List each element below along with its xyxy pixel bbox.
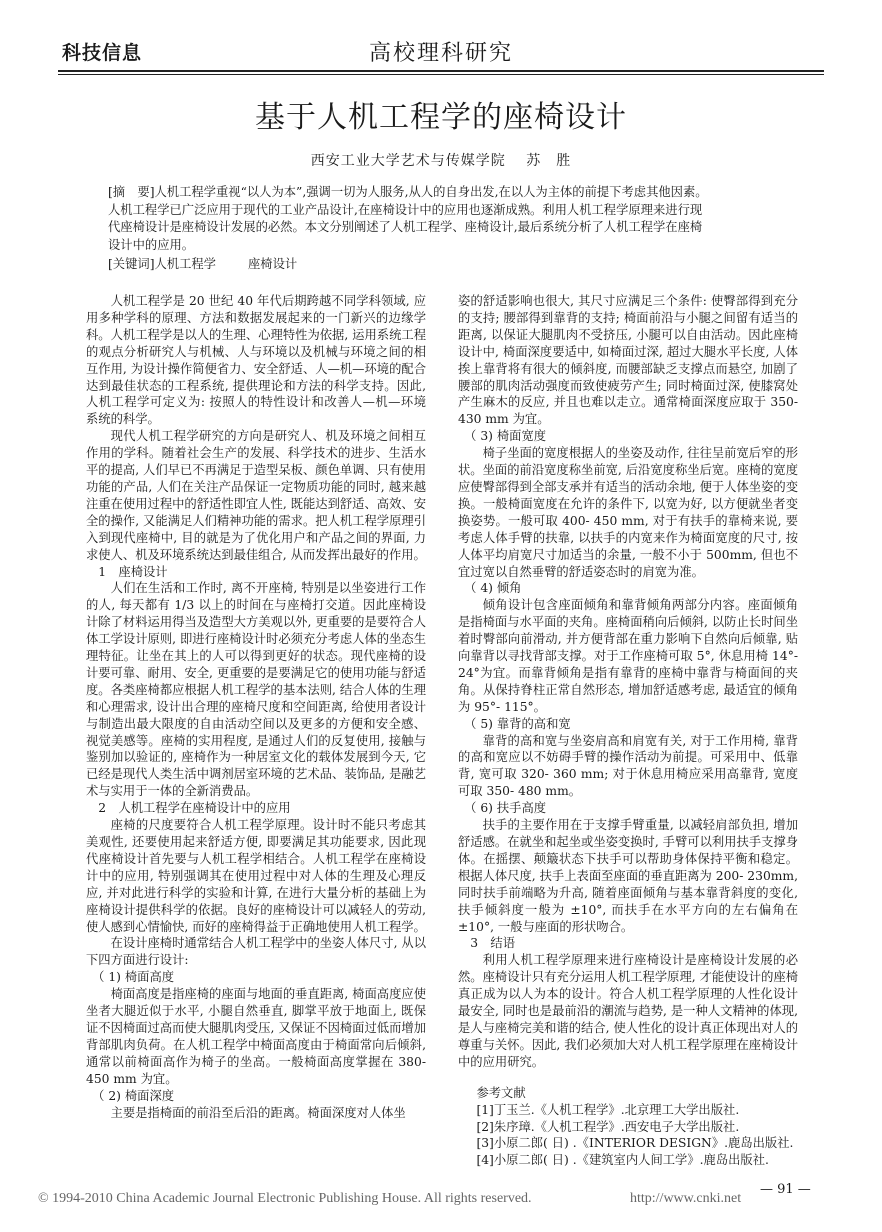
running-header: 高校理科研究 bbox=[368, 41, 513, 66]
journal-section-label: 科技信息 bbox=[62, 42, 143, 64]
author-affiliation: 西安工业大学艺术与传媒学院 苏 胜 bbox=[310, 153, 572, 169]
reference-item: [2]朱序璋.《人机工程学》.西安电子大学出版社. bbox=[476, 1119, 740, 1134]
reference-item: [3]小原二郎( 日) .《INTERIOR DESIGN》.鹿岛出版社. bbox=[476, 1136, 794, 1151]
copyright-footer: © 1994-2010 China Academic Journal Electronic Publishing House. All rights reserved. bbox=[38, 1191, 532, 1206]
header-rule-thin bbox=[58, 74, 824, 75]
body-paragraph: 利用人机工程学原理来进行座椅设计是座椅设计发展的必然。座椅设计只有充分运用人机工程学原理, 才能使设计的座椅真正成为以人为本的设计。符合人机工程学原理的人性化设计最安全, 同时也是最前沿的潮流与趋势, 是一种人文精神的体现, 是人与座椅完美和谐的结合, 使人性化的设计真正体现出对人的尊重与关怀。因此, 我们必须加大对人机工程学原理在座椅设计中的应用研究。 bbox=[458, 953, 798, 1069]
body-paragraph: 椅面高度是指座椅的座面与地面的垂直距离, 椅面高度应使坐者大腿近似于水平, 小腿自然垂直, 脚掌平放于地面上, 既保证不因椅面过高而使大腿肌肉受压, 又保证不因椅面过低而增加背部肌肉负荷。在人机工程学中椅面高度由于椅面常向后倾斜, 通常以前椅面高作为椅子的坐高。一般椅面高度掌握在 380- 450 mm 为宜。 bbox=[86, 987, 426, 1086]
footer-url: http://www.cnki.net bbox=[630, 1191, 742, 1206]
body-paragraph: 在设计座椅时通常结合人机工程学中的坐姿人体尺寸, 从以下四方面进行设计: bbox=[86, 936, 426, 968]
body-paragraph: 座椅的尺度要符合人机工程学原理。设计时不能只考虑其美观性, 还要使用起来舒适方便, 即要满足其功能要求, 因此现代座椅设计首先要与人机工程学相结合。人机工程学在座椅设计中的应用, 特别强调其在使用过程中对人体的生理及心理反应, 并对此进行科学的实验和计算, 在进行大量分析的基础上为座椅设计提供科学的依据。良好的座椅设计可以减轻人的劳动, 使人感到心情愉快, 而好的座椅得益于正确地使用人机工程学。 bbox=[86, 818, 426, 934]
section-heading: 1 座椅设计 bbox=[98, 564, 168, 579]
reference-item: [4]小原二郎( 日) .《建筑室内人间工学》.鹿岛出版社. bbox=[476, 1153, 769, 1168]
body-paragraph: 倾角设计包含座面倾角和靠背倾角两部分内容。座面倾角是指椅面与水平面的夹角。座椅面稍向后倾斜, 以防止长时间坐着时臀部向前滑动, 并方便背部在重力影响下自然向后倾靠, 贴向靠背以寻找背部支撑。对于工作座椅可取 5°, 休息用椅 14°- 24°为宜。而靠背倾角是指有靠背的座椅中靠背与椅面间的夹角。从保持脊柱正常自然形态, 增加舒适感考虑, 最适宜的倾角为 95°- 115°。 bbox=[458, 598, 798, 714]
abstract-line: 代座椅设计是座椅设计发展的必然。本文分别阐述了人机工程学、座椅设计,最后系统分析了人机工程学在座椅 bbox=[108, 220, 703, 234]
page-number: — 91 — bbox=[760, 1182, 811, 1197]
subsection-heading: （ 1) 椅面高度 bbox=[92, 970, 175, 985]
subsection-heading: （ 6) 扶手高度 bbox=[464, 801, 547, 816]
body-left-column bbox=[86, 293, 426, 1121]
subsection-heading: （ 3) 椅面宽度 bbox=[464, 429, 547, 444]
abstract-line: 人机工程学已广泛应用于现代的工业产品设计,在座椅设计中的应用也逐渐成熟。利用人机工程学原理来进行现 bbox=[108, 202, 703, 217]
keywords-label: [关键词]人机工程学 bbox=[108, 257, 216, 271]
body-paragraph: 主要是指椅面的前沿至后沿的距离。椅面深度对人体坐 bbox=[110, 1105, 406, 1120]
references-title: 参考文献 bbox=[476, 1085, 526, 1100]
body-paragraph: 姿的舒适影响也很大, 其尺寸应满足三个条件: 使臀部得到充分的支持; 腰部得到靠背的支持; 椅面前沿与小腿之间留有适当的距离, 以保证大腿肌肉不受挤压, 小腿可以自由活动。因此座椅设计中, 椅面深度要适中, 如椅面过深, 超过大腿水平长度, 人体挨上靠背将有很大的倾斜度, 而腰部缺乏支撑点而悬空, 加剧了腰部的肌肉活动强度而致使疲劳产生; 同时椅面过深, 使膝窝处产生麻木的反应, 并且也难以走立。通常椅面深度应取于 350- 430 mm 为宜。 bbox=[458, 294, 798, 427]
section-heading: 3 结语 bbox=[470, 936, 516, 951]
body-paragraph: 靠背的高和宽与坐姿肩高和肩宽有关, 对于工作用椅, 靠背的高和宽应以不妨碍手臂的操作活动为前提。可采用中、低靠背, 宽可取 320- 360 mm; 对于休息用椅应采用高靠背, 宽度可取 350- 480 mm。 bbox=[458, 733, 798, 799]
body-paragraph: 现代人机工程学研究的方向是研究人、机及环境之间相互作用的学科。随着社会生产的发展、科学技术的进步、生活水平的提高, 人们早已不再满足于造型呆板、颜色单调、只有使用功能的产品, 人们在关注产品保证一定物质功能的同时, 越来越注重在使用过程中的舒适性即宜人性, 既能达到舒适、高效、安全的操作, 又能满足人们精神功能的需求。把人机工程学原理引入到现代座椅中, 目的就是为了优化用户和产品之间的界面, 力求使人、机及环境系统达到最佳组合, 从而发挥出最好的作用。 bbox=[86, 429, 426, 562]
body-right-column bbox=[458, 293, 798, 1169]
subsection-heading: （ 2) 椅面深度 bbox=[92, 1088, 175, 1103]
abstract-line: 设计中的应用。 bbox=[108, 237, 195, 252]
article-title: 基于人机工程学的座椅设计 bbox=[255, 100, 627, 135]
references bbox=[458, 1085, 798, 1170]
reference-item: [1]丁玉兰.《人机工程学》.北京理工大学出版社. bbox=[476, 1102, 740, 1117]
keywords-line bbox=[108, 256, 788, 274]
body-paragraph: 人机工程学是 20 世纪 40 年代后期跨越不同学科领域, 应用多种学科的原理、方法和数据发展起来的一门新兴的边缘学科。人机工程学是以人的生理、心理特性为依据, 运用系统工程的观点分析研究人与机械、人与环境以及机械与环境之间的相互作用, 为设计操作简便省力、安全舒适、人—机—环境的配合达到最佳状态的工程系统, 提供理论和方法的科学支持。因此, 人机工程学可定义为: 按照人的特性设计和改善人—机—环境系统的科学。 bbox=[86, 294, 426, 427]
keywords-rest: 座椅设计 bbox=[247, 257, 298, 271]
body-paragraph: 人们在生活和工作时, 离不开座椅, 特别是以坐姿进行工作的人, 每天都有 1/3 以上的时间在与座椅打交道。因此座椅设计除了材料运用得当及造型大方美观以外, 更重要的是要符合人体工学设计原则, 即进行座椅设计时必须充分考虑人体的坐态生理特征。让坐在其上的人可以得到更好的状态。现代座椅的设计要可靠、耐用、安全, 更重要的是要满足它的使用功能与舒适度。各类座椅都应根据人机工程学的基本法则, 结合人体的生理和心理需求, 设计出合理的座椅尺度和空间距离, 给使用者设计与制造出最大限度的自由活动空间以及更多的方便和安全感、视觉美感等。座椅的实用程度, 是通过人们的反复使用, 接触与鉴别加以验证的, 座椅作为一种居室文化的载体发展到今天, 它已经是现代人类生活中调剂居室环境的艺术品、装饰品, 是融艺术与实用于一体的全新消费品。 bbox=[86, 581, 426, 799]
header-rule bbox=[58, 70, 824, 72]
section-heading: 2 人机工程学在座椅设计中的应用 bbox=[98, 801, 291, 816]
subsection-heading: （ 4) 倾角 bbox=[464, 581, 522, 596]
abstract-block bbox=[108, 184, 788, 274]
abstract-line: [摘 要]人机工程学重视“以人为本”,强调一切为人服务,从人的自身出发,在以人为主体的前提下考虑其他因素。 bbox=[108, 185, 708, 199]
subsection-heading: （ 5) 靠背的高和宽 bbox=[464, 716, 571, 731]
body-paragraph: 椅子坐面的宽度根据人的坐姿及动作, 往往呈前宽后窄的形状。坐面的前沿宽度称坐前宽, 后沿宽度称坐后宽。座椅的宽度应使臀部得到全部支承并有适当的活动余地, 便于人体坐姿的变换。一般椅面宽度在允许的条件下, 以宽为好, 以方便就坐者变换姿势。一般可取 400- 450 mm, 对于有扶手的靠椅来说, 要考虑人体手臂的扶靠, 以扶手的内宽来作为椅面宽度的尺寸, 按人体平均肩宽尺寸加适当的余量, 一般不小于 500mm, 但也不宜过宽以自然垂臂的舒适姿态时的肩宽为准。 bbox=[458, 446, 798, 579]
body-paragraph: 扶手的主要作用在于支撑手臂重量, 以减轻肩部负担, 增加舒适感。在就坐和起坐或坐姿变换时, 手臂可以利用扶手支撑身体。在摇摆、颠簸状态下扶手可以帮助身体保持平衡和稳定。根据人体尺度, 扶手上表面至座面的垂直距离为 200- 230mm, 同时扶手前端略为升高, 随着座面倾角与基本靠背斜度的变化, 扶手倾斜度一般为 ±10°, 而扶手在水平方向的左右偏角在 ±10°, 一般与座面的形状吻合。 bbox=[458, 818, 798, 934]
